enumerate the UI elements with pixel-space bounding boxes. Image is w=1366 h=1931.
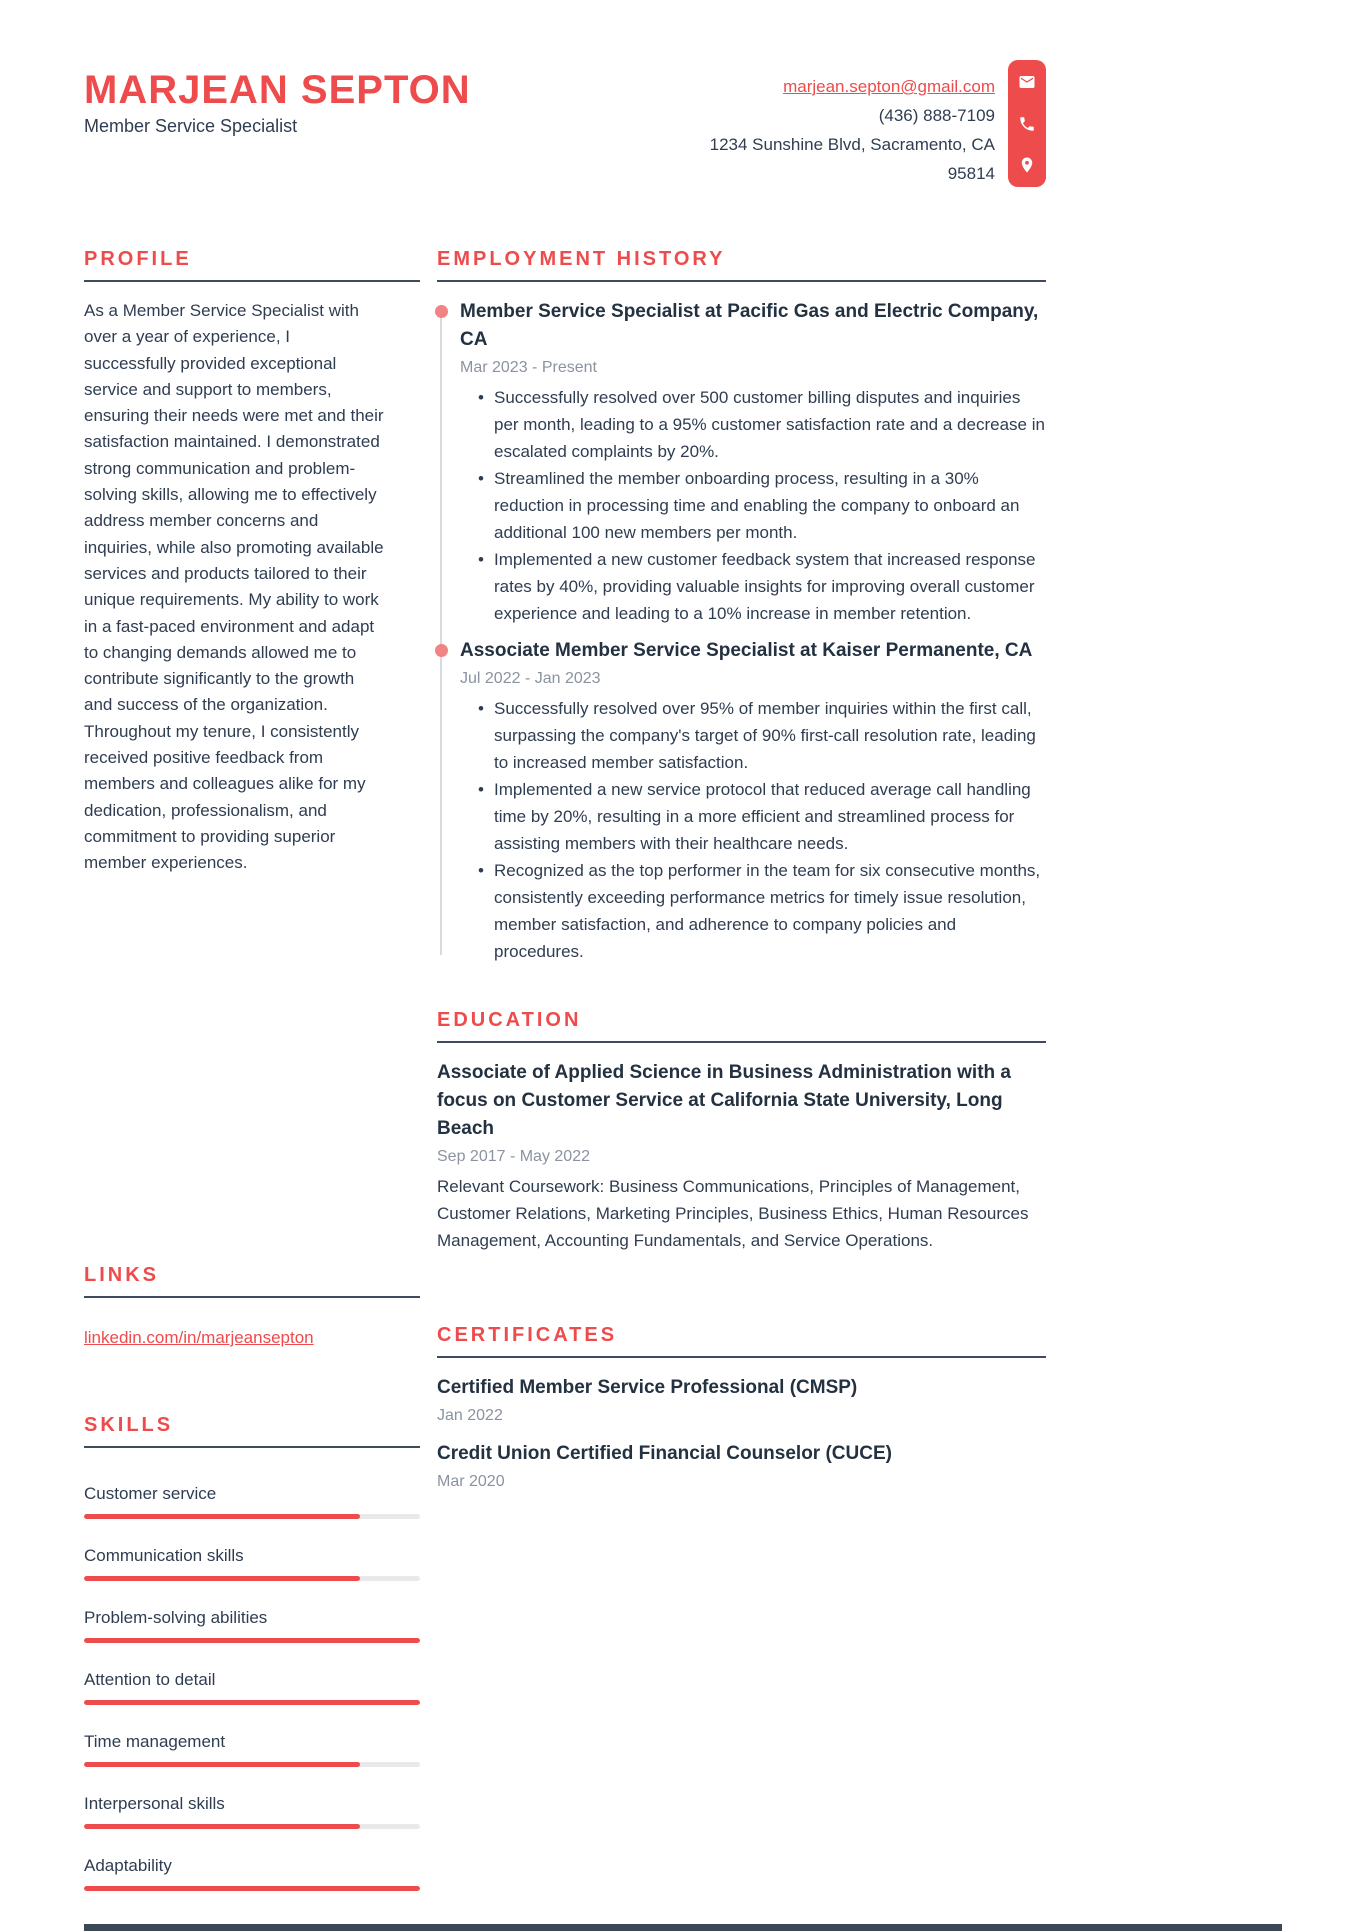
education-entry — [437, 1059, 1046, 1254]
job-title: Associate Member Service Specialist at Kaiser Permanente, CA — [460, 640, 1033, 661]
skill-bar — [84, 1700, 420, 1705]
linkedin-link[interactable]: linkedin.com/in/marjeansepton — [84, 1328, 314, 1347]
job-dates: Jul 2022 - Jan 2023 — [460, 670, 601, 687]
skill-item — [84, 1856, 420, 1891]
skill-bar-fill — [84, 1514, 360, 1519]
skill-bar-fill — [84, 1824, 360, 1829]
job-bullet-list — [460, 695, 1046, 965]
job-entry — [460, 298, 1046, 627]
job-bullet: • Streamlined the member onboarding process, resulting in a 30% reduction in processing time and enabling the company to onboard an additional 100 new members per month. — [478, 465, 1046, 546]
employment-timeline — [437, 298, 1046, 965]
skill-item — [84, 1670, 420, 1705]
timeline-dot — [435, 305, 448, 318]
education-title: Associate of Applied Science in Business Administration with a focus on Customer Service at California State University, Long Beach — [437, 1062, 1011, 1139]
education-section — [437, 1008, 1046, 1254]
certificates-section — [437, 1323, 1046, 1498]
skill-bar-fill — [84, 1762, 360, 1767]
phone-icon — [1018, 115, 1036, 133]
skill-label: Customer service — [84, 1484, 217, 1503]
skill-item — [84, 1546, 420, 1581]
skill-item — [84, 1794, 420, 1829]
skills-heading: SKILLS — [84, 1414, 174, 1436]
person-job-title: Member Service Specialist — [84, 116, 298, 136]
links-heading: LINKS — [84, 1264, 159, 1286]
certificate-entry — [437, 1440, 1046, 1494]
employment-history-section — [437, 247, 1046, 975]
page-break-bar — [84, 1924, 1282, 1931]
contact-phone: (436) 888-7109 — [878, 106, 995, 125]
skills-section — [84, 1413, 420, 1918]
skill-label: Interpersonal skills — [84, 1794, 225, 1813]
employment-heading: EMPLOYMENT HISTORY — [437, 248, 726, 270]
job-title: Member Service Specialist at Pacific Gas and Electric Company, CA — [460, 301, 1039, 350]
contact-address-line2: 95814 — [947, 164, 995, 183]
education-divider — [437, 1041, 1046, 1043]
job-dates: Mar 2023 - Present — [460, 359, 597, 376]
skill-item — [84, 1732, 420, 1767]
profile-heading: PROFILE — [84, 248, 192, 270]
skill-bar-fill — [84, 1576, 360, 1581]
certificate-dates: Mar 2020 — [437, 1473, 505, 1490]
education-dates: Sep 2017 - May 2022 — [437, 1148, 590, 1165]
job-bullet: • Successfully resolved over 500 customer billing disputes and inquiries per month, leading to a 95% customer satisfaction rate and a decrease in escalated complaints by 20%. — [478, 384, 1046, 465]
contact-block — [575, 72, 995, 188]
contact-icon-bar — [1008, 60, 1046, 187]
contact-email-row — [575, 72, 995, 101]
certificate-entry — [437, 1374, 1046, 1428]
certificates-divider — [437, 1356, 1046, 1358]
links-section — [84, 1263, 420, 1348]
profile-section — [84, 247, 420, 877]
skill-bar-fill — [84, 1886, 420, 1891]
person-name: MARJEAN SEPTON — [84, 68, 471, 112]
links-divider — [84, 1296, 420, 1298]
education-description: Relevant Coursework: Business Communications, Principles of Management, Customer Relations, Marketing Principles, Business Ethics, Human Resources Management, Accounting Fundamentals, and Service Operations. — [437, 1177, 1029, 1250]
skill-bar — [84, 1824, 420, 1829]
location-icon — [1018, 156, 1036, 174]
skills-divider — [84, 1446, 420, 1448]
timeline-dot — [435, 644, 448, 657]
skill-bar-fill — [84, 1700, 420, 1705]
job-bullet: • Implemented a new service protocol that reduced average call handling time by 20%, resulting in a more efficient and streamlined process for assisting members with their healthcare needs. — [478, 776, 1046, 857]
certificate-title: Certified Member Service Professional (CMSP) — [437, 1377, 858, 1398]
job-bullet: • Implemented a new customer feedback system that increased response rates by 40%, providing valuable insights for improving overall customer experience and leading to a 10% increase in member retention. — [478, 546, 1046, 627]
skill-label: Problem-solving abilities — [84, 1608, 268, 1627]
certificate-dates: Jan 2022 — [437, 1407, 503, 1424]
skills-list — [84, 1484, 420, 1891]
skill-label: Adaptability — [84, 1856, 172, 1875]
skill-label: Attention to detail — [84, 1670, 216, 1689]
skill-label: Time management — [84, 1732, 226, 1751]
skill-bar — [84, 1638, 420, 1643]
skill-bar — [84, 1576, 420, 1581]
skill-label: Communication skills — [84, 1546, 244, 1565]
mail-icon — [1018, 73, 1036, 91]
skill-bar — [84, 1886, 420, 1891]
skill-bar — [84, 1762, 420, 1767]
job-entry — [460, 637, 1046, 965]
job-bullet: • Recognized as the top performer in the team for six consecutive months, consistently exceeding performance metrics for timely issue resolution, member satisfaction, and adherence to company policies and procedures. — [478, 857, 1046, 965]
contact-address-line1: 1234 Sunshine Blvd, Sacramento, CA — [709, 135, 995, 154]
job-bullet: • Successfully resolved over 95% of member inquiries within the first call, surpassing the company's target of 90% first-call resolution rate, leading to increased member satisfaction. — [478, 695, 1046, 776]
skill-bar — [84, 1514, 420, 1519]
skill-item — [84, 1608, 420, 1643]
profile-text: As a Member Service Specialist with over a year of experience, I successfully provided exceptional service and support to members, ensuring their needs were met and their satisfaction maintained. I demonstrated strong communication and problem-solving skills, allowing me to effectively address member concerns and inquiries, while also promoting available services and products tailored to their unique requirements. My ability to work in a fast-paced environment and adapt to changing demands allowed me to contribute significantly to the growth and success of the organization. Throughout my tenure, I consistently received positive feedback from members and colleagues alike for my dedication, professionalism, and commitment to providing superior member experiences. — [84, 301, 384, 873]
employment-divider — [437, 280, 1046, 282]
education-heading: EDUCATION — [437, 1009, 582, 1031]
certificates-heading: CERTIFICATES — [437, 1324, 618, 1346]
email-link[interactable]: marjean.septon@gmail.com — [783, 77, 995, 96]
certificate-title: Credit Union Certified Financial Counselor (CUCE) — [437, 1443, 892, 1464]
skill-item — [84, 1484, 420, 1519]
job-bullet-list — [460, 384, 1046, 627]
profile-divider — [84, 280, 420, 282]
skill-bar-fill — [84, 1638, 420, 1643]
